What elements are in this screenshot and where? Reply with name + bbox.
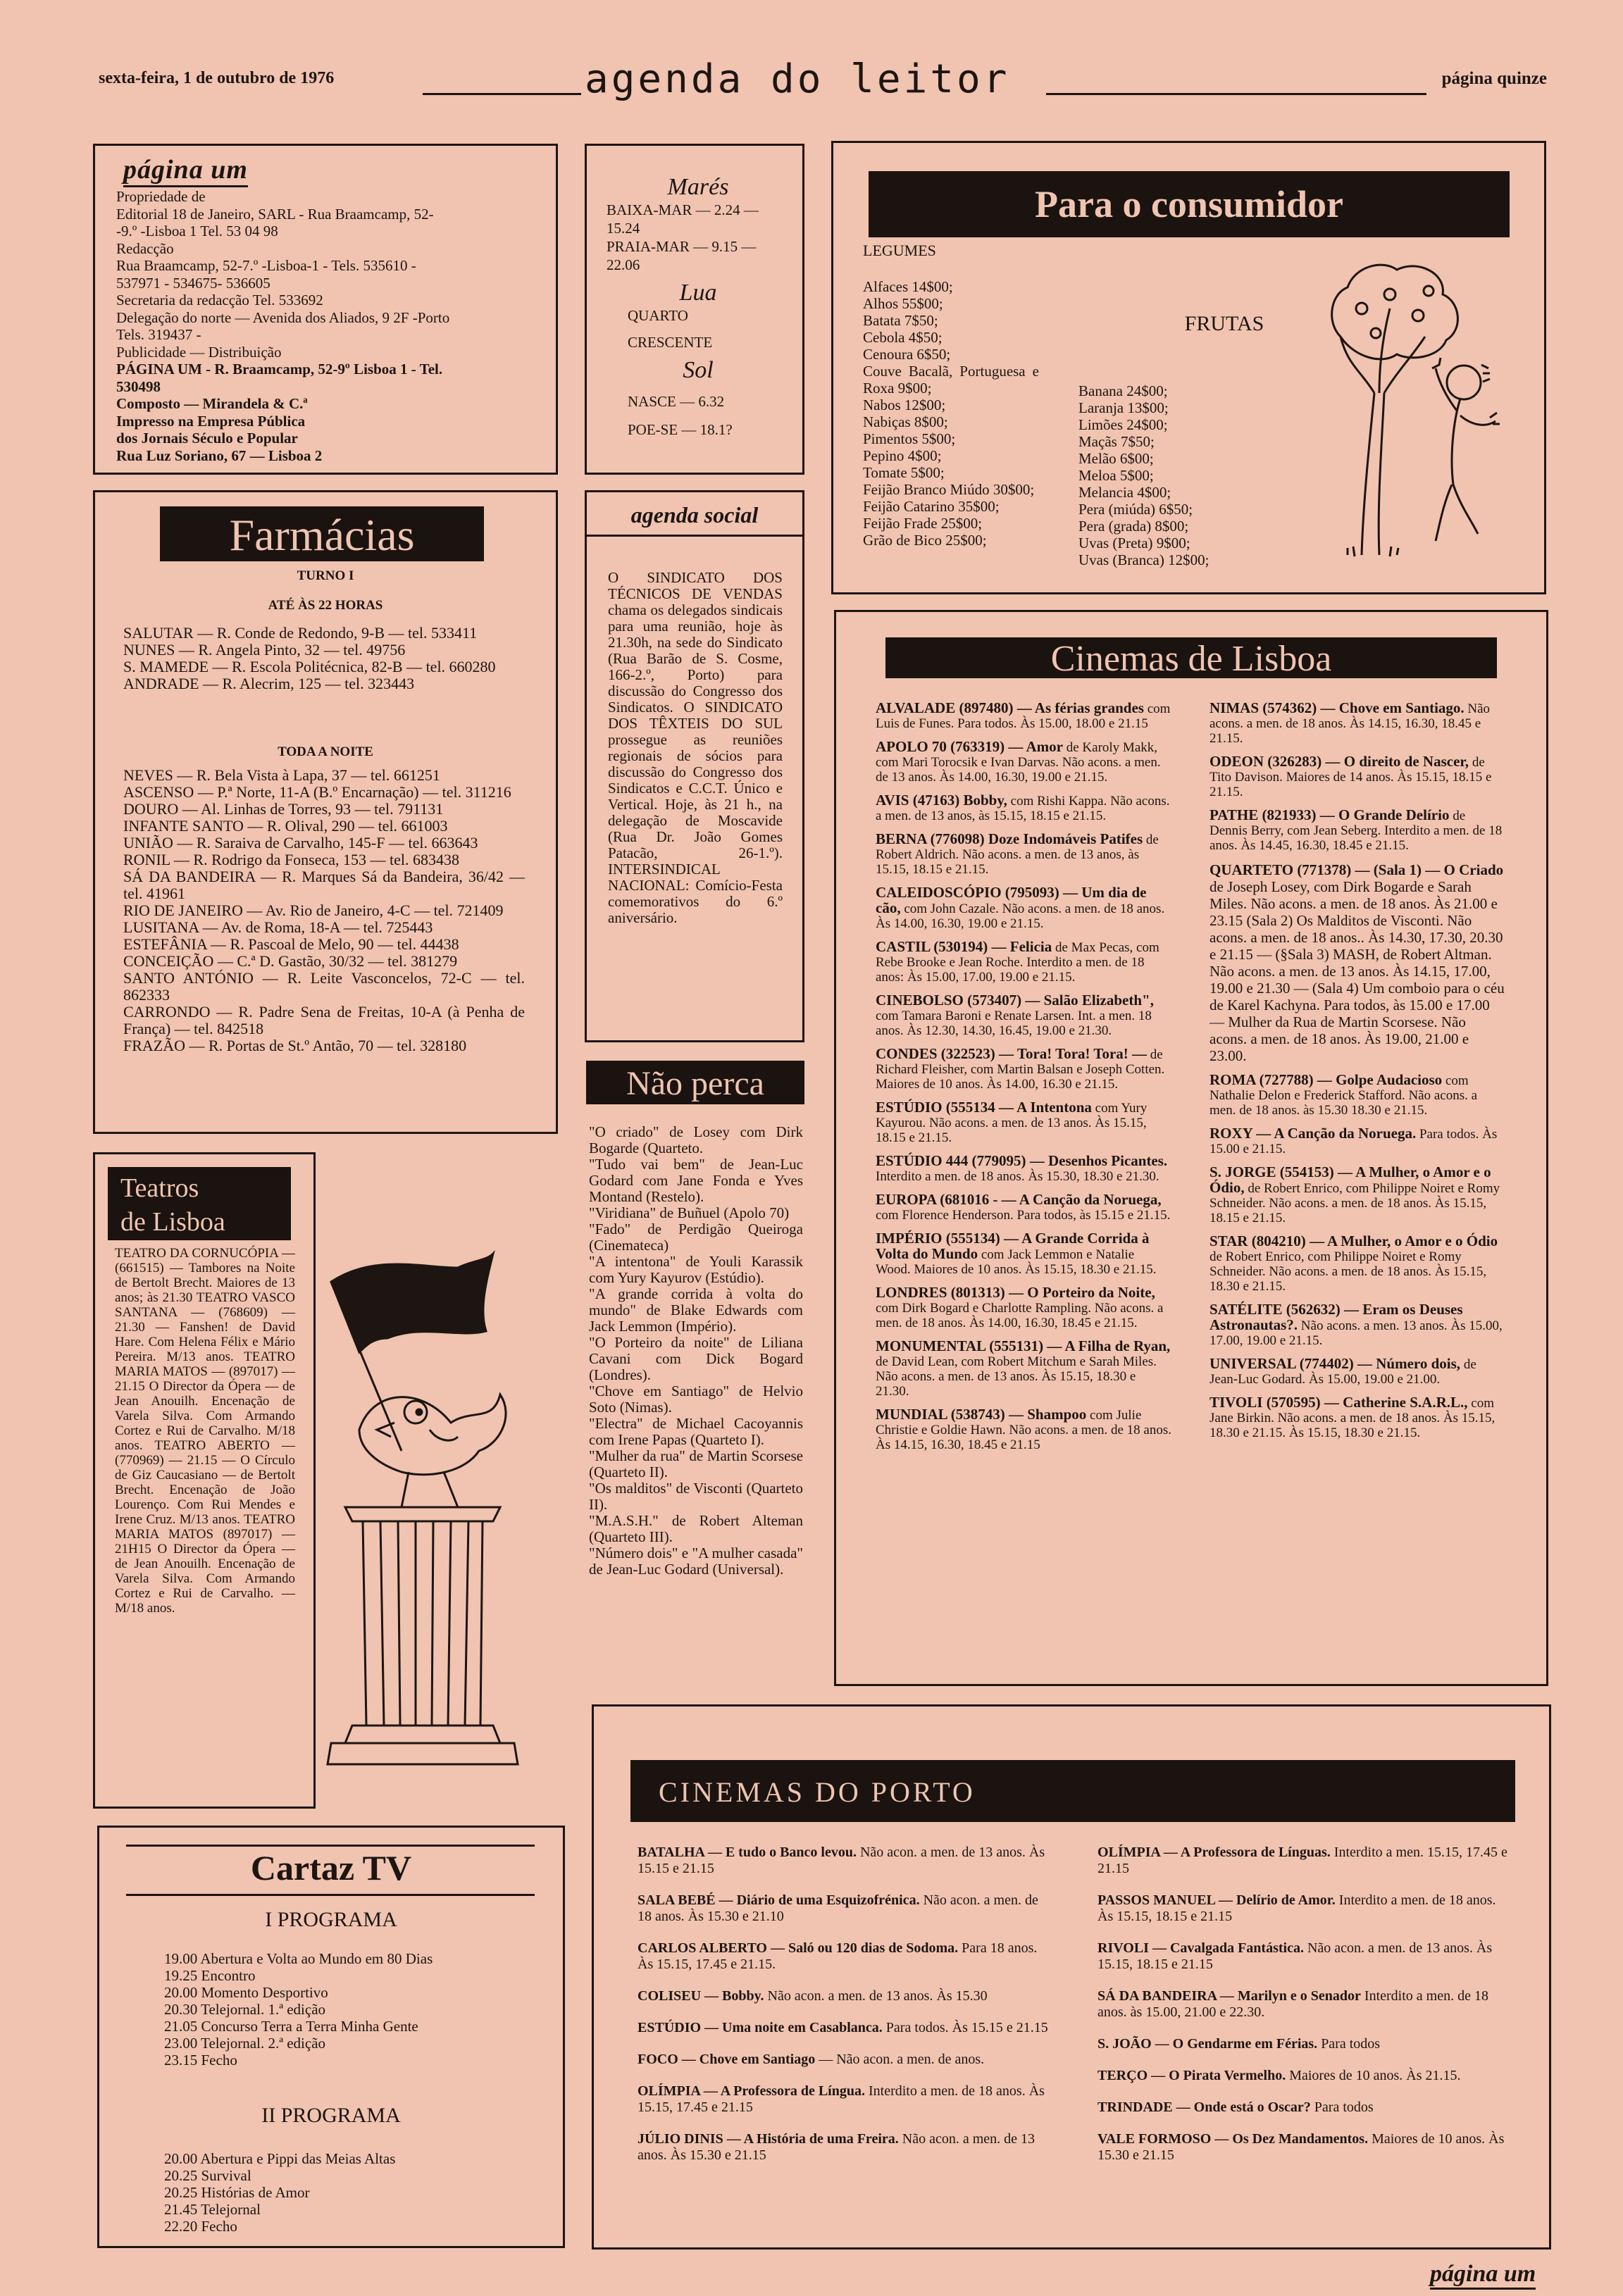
cinema-details: com Julie Christie e Goldie Hawn. Não acons. a men. de 18 anos. Às 14.15, 16.30, 18.45 e 21.15 xyxy=(876,1408,1172,1452)
cinema-head: S. JORGE (554153) — A Mulher, o Amor e o Ódio, xyxy=(1210,1163,1491,1196)
sun-line: NASCE — 6.32 xyxy=(628,393,725,410)
cinema-entry xyxy=(876,740,1171,785)
pharmacy-entry: RIO DE JANEIRO — Av. Rio de Janeiro, 4-C — tel. 721409 xyxy=(123,901,504,919)
theatres-title-line: Teatros xyxy=(120,1173,199,1203)
pharmacy-entry: ANDRADE — R. Alecrim, 125 — tel. 323443 xyxy=(123,675,415,692)
cinema-entry xyxy=(1097,1892,1513,1925)
cinema-details: Interdito a men. de 18 anos. Às 15.15, 18.15 e 21.15 xyxy=(1097,1892,1496,1924)
tv-item: 19.00 Abertura e Volta ao Mundo em 80 Dias xyxy=(164,1950,433,1967)
price-item: Uvas (Preta) 9$00; xyxy=(1078,535,1190,551)
masthead-line: Rua Braamcamp, 52-7.º -Lisboa-1 - Tels. 535610 - xyxy=(116,257,416,274)
tv-rule-top xyxy=(126,1845,535,1847)
cinema-head: CINEBOLSO (573407) — Salão Elizabeth", xyxy=(876,992,1154,1009)
cinema-details: com Yury Kayurou. Não acons. a men. de 13 anos. Às 15.15, 18.15 e 21.15. xyxy=(876,1101,1148,1145)
price-item: Couve Bacalã, Portuguesa e Roxa 9$00; xyxy=(863,363,1039,397)
pharmacy-entry: ASCENSO — P.ª Norte, 11-A (B.º Encarnação) — tel. 311216 xyxy=(123,783,511,801)
cinema-head: JÚLIO DINIS — A História de uma Freira. xyxy=(638,2131,899,2147)
theatres-box xyxy=(93,1152,316,1809)
header-page-number: página quinze xyxy=(1441,69,1547,88)
cinema-details: com Rishi Kappa. Não acons. a men. de 13 anos, às 15.15, 18.15 e 21.15. xyxy=(876,794,1170,823)
pharmacy-entry: SALUTAR — R. Conde de Redondo, 9-B — tel. 533411 xyxy=(123,624,478,642)
cinema-head: PASSOS MANUEL — Delírio de Amor. xyxy=(1097,1892,1336,1908)
cinema-details: Para todos. Às 15.15 e 21.15 xyxy=(885,2020,1048,2035)
cinema-head: TIVOLI (570595) — Catherine S.A.R.L., xyxy=(1210,1394,1468,1411)
pharmacy-entry: INFANTE SANTO — R. Olival, 290 — tel. 661003 xyxy=(123,817,448,835)
cinema-head: NIMAS (574362) — Chove em Santiago. xyxy=(1210,699,1465,716)
price-item: Laranja 13$00; xyxy=(1078,399,1169,416)
cinema-details: com Jane Birkin. Não acons. a men. de 18 anos. Às 15.15, 18.30 e 21.15. Às 15.15, 18.30 e 21.15. xyxy=(1210,1396,1495,1440)
price-item: Feijão Branco Miúdo 30$00; xyxy=(863,481,1035,498)
masthead-line: Impresso na Empresa Pública xyxy=(116,412,306,430)
legumes-title: LEGUMES xyxy=(863,242,936,259)
cinema-details: com Jack Lemmon e Natalie Wood. Maiores de 10 anos. Às 15.15, 18.30 e 21.15. xyxy=(876,1247,1157,1277)
sun-title: Sol xyxy=(683,357,714,383)
cinema-entry xyxy=(1097,1940,1513,1973)
dont-miss-item: "Viridiana" de Buñuel (Apolo 70) xyxy=(589,1204,790,1221)
tv-item: 21.45 Telejornal xyxy=(164,2201,261,2218)
cinema-entry xyxy=(876,1339,1171,1399)
dont-miss-title: Não perca xyxy=(586,1061,804,1104)
cinema-entry xyxy=(876,1285,1171,1330)
cinema-details: com Nathalie Delon e Frederick Stafford. Não acons. a men. de 18 anos. às 15.30 18.30 e 21.15. xyxy=(1210,1073,1478,1118)
cinema-head: MONUMENTAL (555131) — A Filha de Ryan, xyxy=(876,1337,1171,1354)
cinema-entry xyxy=(1210,1356,1505,1387)
cinema-head: RIVOLI — Cavalgada Fantástica. xyxy=(1097,1940,1304,1956)
cinema-head: ROMA (727788) — Golpe Audacioso xyxy=(1210,1071,1443,1088)
cinema-details: de Tito Davison. Maiores de 14 anos. Às 15.15, 18.15 e 21.15. xyxy=(1210,755,1492,799)
cinema-head: ROXY — A Canção da Noruega. xyxy=(1210,1125,1417,1142)
cinema-entry xyxy=(876,1154,1171,1184)
header-title: agenda do leitor xyxy=(585,56,1010,102)
price-item: Pepino 4$00; xyxy=(863,447,942,464)
price-item: Grão de Bico 25$00; xyxy=(863,532,987,549)
cinema-details: de David Lean, com Robert Mitchum e Sarah Miles. Não acons. a men. de 13 anos. Às 15.15, 18.30 e 21.30. xyxy=(876,1354,1157,1399)
pharmacy-entry: SANTO ANTÓNIO — R. Leite Vasconcelos, 72-C — tel. 862333 xyxy=(123,969,525,1004)
cinema-details: Maiores de 10 anos. Às 21.15. xyxy=(1289,2068,1461,2083)
cinema-head: CASTIL (530194) — Felicia xyxy=(876,938,1052,955)
porto-cinemas-column-1 xyxy=(638,1845,1053,2179)
lisbon-cinemas-box xyxy=(834,610,1548,1686)
cinema-entry xyxy=(876,1100,1171,1145)
consumer-box xyxy=(831,141,1546,594)
cinema-entry xyxy=(876,1192,1171,1223)
tv-item: 20.25 Histórias de Amor xyxy=(164,2184,310,2201)
cinema-details: com Florence Henderson. Para todos, às 15.15 e 21.15. xyxy=(876,1208,1171,1223)
cinema-entry xyxy=(1097,2100,1513,2116)
tides-line: 15.24 xyxy=(607,220,640,237)
agenda-social-rule xyxy=(587,535,802,537)
cinema-entry xyxy=(1210,1073,1505,1118)
moon-title: Lua xyxy=(679,280,717,306)
price-item: Feijão Catarino 35$00; xyxy=(863,498,1000,515)
cinema-details: Interdito a men. 15.15, 17.45 e 21.15 xyxy=(1097,1845,1507,1876)
cinema-details: Não acon. a men. de 13 anos. Às 15.15 e 21.15 xyxy=(638,1845,1045,1876)
dont-miss-item: "Os malditos" de Visconti (Quarteto II). xyxy=(589,1480,803,1513)
porto-cinemas-column-2 xyxy=(1097,1845,1513,2179)
tv-item: 20.00 Abertura e Pippi das Meias Altas xyxy=(164,2150,396,2167)
header-date: sexta-feira, 1 de outubro de 1976 xyxy=(99,69,335,87)
cinema-details: Interdito a men. de 18 anos. Às 15.30, 18.30 e 21.30. xyxy=(876,1169,1159,1184)
dont-miss-item: "Tudo vai bem" de Jean-Luc Godard com Jane Fonda e Yves Montand (Restelo). xyxy=(589,1156,803,1205)
cinema-details: Para todos xyxy=(1314,2100,1374,2115)
cinema-head: SÁ DA BANDEIRA — Marilyn e o Senador xyxy=(1097,1988,1361,2004)
pharmacy-entry: S. MAMEDE — R. Escola Politécnica, 82-B — tel. 660280 xyxy=(123,658,496,675)
cinema-entry xyxy=(876,1047,1171,1092)
cinema-details: com Dirk Bogard e Charlotte Rampling. Não acons. a men. de 18 anos. Às 14.00, 16.30, 18.45 e 21.15. xyxy=(876,1301,1164,1330)
pharmacies-box xyxy=(93,490,558,1134)
moon-line: QUARTO xyxy=(628,307,688,324)
cinema-head: CALEIDOSCÓPIO (795093) — Um dia de cão, xyxy=(876,884,1147,916)
frutas-list xyxy=(1078,382,1283,568)
cinema-entry xyxy=(876,993,1171,1038)
masthead-line: Delegação do norte — Avenida dos Aliados, 9 2F -Porto xyxy=(116,308,450,326)
cinema-head: ESTÚDIO — Uma noite em Casablanca. xyxy=(638,2020,883,2035)
tv-item: 23.15 Fecho xyxy=(164,2052,237,2069)
cinema-head: OLÍMPIA — A Professora de Línguas. xyxy=(1097,1845,1331,1860)
theatres-title xyxy=(108,1167,291,1240)
cinema-entry xyxy=(1097,2068,1513,2084)
theatres-text: TEATRO DA CORNUCÓPIA — (661515) — Tambores na Noite de Bertolt Brecht. Maiores de 13 anos; às 21.30 TEATRO VASCO SANTANA — (768609) — 21.30 — Fanshen! de David Hare. Com Helena Félix e Mário Pereira. M/13 anos. TEATRO MARIA MATOS — (897017) — 21.15 O Director da Ópera — de Jean Anouilh. Encenação de Varela Silva. Com Armando Cortez e Rui de Carvalho. M/18 anos. TEATRO ABERTO — (770969) — 21.15 — O Círculo de Giz Caucasiano — de Bertolt Brecht. Encenação de João Lourenço. Com Rui Mendes e Irene Cruz. M/13 anos. TEATRO MARIA MATOS (897017) — 21H15 O Director da Ópera — de Jean Anouilh. Encenação de Varela Silva. Com Armando Cortez e Rui de Carvalho. — M/18 anos. xyxy=(115,1246,295,1616)
dont-miss-item: "Mulher da rua" de Martin Scorsese (Quarteto II). xyxy=(589,1447,803,1480)
cinema-entry xyxy=(638,1892,1053,1925)
cinema-head: QUARTETO (771378) — (Sala 1) — O Criado xyxy=(1210,861,1504,878)
cinema-entry xyxy=(638,1940,1053,1973)
price-item: Cenoura 6$50; xyxy=(863,346,951,363)
tides-title: Marés xyxy=(667,174,729,200)
tv-title: Cartaz TV xyxy=(250,1848,412,1888)
cinema-head: APOLO 70 (763319) — Amor xyxy=(876,738,1063,755)
cinema-head: CONDES (322523) — Tora! Tora! Tora! — xyxy=(876,1045,1148,1062)
pharmacy-entry: ESTEFÂNIA — R. Pascoal de Melo, 90 — tel. 44438 xyxy=(123,935,459,953)
cinema-entry xyxy=(1097,1988,1513,2021)
sun-line: POE-SE — 18.1? xyxy=(628,421,733,438)
masthead-line: Publicidade — Distribuição xyxy=(116,343,282,361)
cinema-head: CARLOS ALBERTO — Saló ou 120 dias de Sodoma. xyxy=(638,1940,959,1956)
agenda-social-box xyxy=(585,490,804,1042)
theatres-title-line: de Lisboa xyxy=(120,1207,225,1237)
masthead-line: Editorial 18 de Janeiro, SARL - Rua Braamcamp, 52- xyxy=(116,205,434,223)
masthead-line: -9.º -Lisboa 1 Tel. 53 04 98 xyxy=(116,223,278,239)
masthead-text xyxy=(116,188,511,464)
frutas-title: FRUTAS xyxy=(1184,312,1264,335)
cinema-entry xyxy=(1210,754,1505,799)
cinema-entry xyxy=(1097,2036,1513,2052)
cinema-entry xyxy=(1210,1302,1505,1348)
price-item: Pera (grada) 8$00; xyxy=(1078,518,1189,535)
cinema-entry xyxy=(638,2020,1053,2036)
cinema-head: STAR (804210) — A Mulher, o Amor e o Ódio xyxy=(1210,1233,1498,1249)
cinema-details: Interdito a men. de 18 anos. Às 15.15, 17.45 e 21.15 xyxy=(638,2083,1045,2115)
cinema-head: ESTÚDIO (555134 — A Intentona xyxy=(876,1099,1092,1116)
price-item: Nabos 12$00; xyxy=(863,397,946,413)
cinema-head: ODEON (326283) — O direito de Nascer, xyxy=(1210,753,1469,770)
porto-cinemas-title: CINEMAS DO PORTO xyxy=(630,1760,1515,1822)
tv-item: 20.30 Telejornal. 1.ª edição xyxy=(164,2001,326,2018)
price-item: Maçãs 7$50; xyxy=(1078,433,1155,450)
price-item: Uvas (Branca) 12$00; xyxy=(1078,551,1210,568)
masthead-line: Secretaria da redacção Tel. 533692 xyxy=(116,292,323,308)
cinema-details: Interdito a men. de 18 anos. às 15.00, 21.00 e 22.30. xyxy=(1097,1988,1488,2020)
dont-miss-item: "Número dois" e "A mulher casada" de Jean-Luc Godard (Universal). xyxy=(589,1545,803,1578)
cinema-details: com Luis de Funes. Para todos. Às 15.00, 18.00 e 21.15 xyxy=(876,701,1171,731)
cinema-head: SATÉLITE (562632) — Eram os Deuses Astronautas?. xyxy=(1210,1301,1463,1333)
dont-miss-item: "O Porteiro da noite" de Liliana Cavani com Dick Bogard (Londres). xyxy=(589,1334,803,1383)
cinema-entry xyxy=(1097,2131,1513,2164)
cinema-entry xyxy=(638,1988,1053,2004)
cinema-entry xyxy=(876,885,1171,931)
masthead-line: 537971 - 534675- 536605 xyxy=(116,274,270,292)
cinema-details: Não acon. a men. de 13 anos. Às 15.15, 18.15 e 21.15 xyxy=(1097,1940,1493,1972)
tv-program-1-title: I PROGRAMA xyxy=(265,1908,397,1931)
cinema-details: Não acon. a men. de 13 anos. Às 15.30 xyxy=(767,1988,988,2004)
cinema-details: de Karoly Makk, com Mari Torocsik e Ivan Darvas. Não acons. a men. de 13 anos. Às 14.00, 16.30, 19.00 e 21.15. xyxy=(876,740,1161,785)
cinema-details: Maiores de 10 anos. Às 15.30 e 21.15 xyxy=(1097,2131,1505,2163)
cinema-head: ESTÚDIO 444 (779095) — Desenhos Picantes. xyxy=(876,1152,1168,1169)
cinema-head: TRINDADE — Onde está o Oscar? xyxy=(1097,2100,1311,2115)
cinema-details: de Joseph Losey, com Dirk Bogarde e Sarah Miles. Não acons. a men. de 18 anos. Às 21.00 e 23.15 (Sala 2) Os Malditos de Visconti. Não acons. a men. de 18 anos.. Às 14.30, 17.30, 20.30 e 21.15 — (§Sala 3) MASH, de Robert Altman. Não acons. a men. de 13 anos. Às 14.15, 17.00, 19.00 e 21.30 — (Sala 4) Um comboio para o céu de Karel Kachyna. Para todos, às 15.00 e 17.00 — Mulher da Rua de Martin Scorsese. Não acons. a men. de 18 anos. Às 19.00, 21.00 e 23.00. xyxy=(1210,878,1505,1064)
pharmacies-night: TODA A NOITE xyxy=(278,744,373,759)
flag-bird-column-illustration xyxy=(317,1240,556,1775)
masthead-line: PÁGINA UM - R. Braamcamp, 52-9º Lisboa 1 - Tel. xyxy=(116,361,443,378)
cinema-entry xyxy=(1210,861,1505,1064)
cinema-head: TERÇO — O Pirata Vermelho. xyxy=(1097,2068,1286,2083)
cinema-entry xyxy=(638,2052,1053,2068)
pharmacies-hours: ATÉ ÀS 22 HORAS xyxy=(268,598,383,613)
dont-miss-item: "A grande corrida à volta do mundo" de Blake Edwards com Jack Lemmon (Império). xyxy=(589,1285,803,1335)
cinema-head: EUROPA (681016 - — A Canção da Noruega, xyxy=(876,1191,1162,1208)
moon-line: CRESCENTE xyxy=(628,334,713,351)
tv-item: 22.20 Fecho xyxy=(164,2218,237,2235)
pharmacies-shift: TURNO I xyxy=(297,568,354,583)
cinema-entry xyxy=(638,2083,1053,2116)
porto-cinemas-box xyxy=(592,1704,1551,2250)
dont-miss-item: "O criado" de Losey com Dirk Bogarde (Quarteto. xyxy=(589,1123,803,1156)
cinema-entry xyxy=(876,1231,1171,1277)
price-item: Melancia 4$00; xyxy=(1078,484,1171,501)
cinema-entry xyxy=(1210,1126,1505,1156)
tides-line: PRAIA-MAR — 9.15 — xyxy=(607,238,757,255)
cinema-entry xyxy=(876,701,1171,731)
pharmacy-entry: NUNES — R. Angela Pinto, 32 — tel. 49756 xyxy=(123,641,406,659)
cinema-head: IMPÉRIO (555134) — A Grande Corrida à Volta do Mundo xyxy=(876,1230,1150,1262)
cinema-details: de Dennis Berry, com Jean Seberg. Interdito a men. de 18 anos. Às 14.45, 16.30, 18.45 e 21.15. xyxy=(1210,809,1503,853)
cinema-details: Não acons. a men. 13 anos. Às 15.00, 17.00, 19.00 e 21.15. xyxy=(1210,1318,1503,1348)
cinema-details: com Tamara Baroni e Renate Larsen. Int. a men. 18 anos. Às 12.30, 14.30, 16.45, 19.00 e 21.30. xyxy=(876,1009,1152,1038)
masthead-line: dos Jornais Século e Popular xyxy=(116,430,298,447)
price-item: Feijão Frade 25$00; xyxy=(863,515,983,532)
cinema-head: UNIVERSAL (774402) — Número dois, xyxy=(1210,1355,1461,1372)
pharmacy-entry: RONIL — R. Rodrigo da Fonseca, 153 — tel. 683438 xyxy=(123,851,460,868)
footer-logo: página um xyxy=(1430,2261,1536,2290)
cinema-head: ALVALADE (897480) — As férias grandes xyxy=(876,699,1144,716)
agenda-social-text: O SINDICATO DOS TÉCNICOS DE VENDAS chama os delegados sindicais para uma reunião, hoje às 21.30h, na sede do Sindicato (Rua Barão de S. Cosme, 166-2.º, Porto) para discussão do Congresso dos Sindicatos. O SINDICATO DOS TÊXTEIS DO SUL prossegue as reuniões regionais de sócios para discussão do Congresso dos Sindicatos e C.C.T. Único e Vertical. Hoje, às 21 h., na delegação de Moscavide (Rua Dr. João Gomes Patacão, 26-1.º). INTERSINDICAL NACIONAL: Comício-Festa comemorativos do 6.º aniversário. xyxy=(608,569,783,926)
cinema-head: BERNA (776098) Doze Indomáveis Patifes xyxy=(876,830,1143,847)
dont-miss-item: "Fado" de Perdigão Queiroga (Cinemateca) xyxy=(589,1221,803,1254)
cinema-details: de Robert Enrico, com Philippe Noiret e Romy Schneider. Não acons. a men. de 18 anos. Às 15.15, 18.30 e 21.15. xyxy=(1210,1249,1487,1294)
cinema-entry xyxy=(638,1845,1053,1877)
cinema-entry xyxy=(876,940,1171,985)
cinema-details: Não acon. a men. de 18 anos. Às 15.30 e 21.10 xyxy=(638,1892,1038,1924)
cinema-head: S. JOÃO — O Gendarme em Férias. xyxy=(1097,2036,1318,2052)
legumes-list xyxy=(863,278,1039,549)
tv-item: 21.05 Concurso Terra a Terra Minha Gente xyxy=(164,2018,418,2035)
pharmacy-entry: LUSITANA — Av. de Roma, 18-A — tel. 725443 xyxy=(123,918,433,936)
cinema-head: COLISEU — Bobby. xyxy=(638,1988,764,2004)
cinema-details: Não acon. a men. de 13 anos. Às 15.30 e 21.15 xyxy=(638,2131,1036,2163)
price-item: Nabiças 8$00; xyxy=(863,413,948,430)
price-item: Banana 24$00; xyxy=(1078,382,1168,399)
pharmacy-entry: DOURO — Al. Linhas de Torres, 93 — tel. 791131 xyxy=(123,800,444,818)
cinema-head: LONDRES (801313) — O Porteiro da Noite, xyxy=(876,1284,1155,1301)
pharmacy-entry: CARRONDO — R. Padre Sena de Freitas, 10-A (à Penha de França) — tel. 842518 xyxy=(123,1003,525,1037)
pharmacy-entry: SÁ DA BANDEIRA — R. Marques Sá da Bandeira, 36/42 — tel. 41961 xyxy=(123,868,525,902)
cinema-entry xyxy=(876,793,1171,823)
lisbon-cinemas-title: Cinemas de Lisboa xyxy=(885,637,1497,678)
price-item: Pera (miúda) 6$50; xyxy=(1078,501,1193,518)
cinema-entry xyxy=(1210,808,1505,853)
consumer-title: Para o consumidor xyxy=(869,171,1510,237)
pharmacy-entry: UNIÃO — R. Saraiva de Carvalho, 145-F — tel. 663643 xyxy=(123,834,478,851)
tides-line: 22.06 xyxy=(607,256,640,273)
lisbon-cinemas-column-1 xyxy=(876,701,1171,1461)
price-item: Melão 6$00; xyxy=(1078,450,1154,467)
cinema-details: de Robert Aldrich. Não acons. a men. de 13 anos, às 15.15, 18.15 e 21.15. xyxy=(876,832,1159,877)
lisbon-cinemas-column-2 xyxy=(1210,701,1505,1449)
cinema-head: BATALHA — E tudo o Banco levou. xyxy=(638,1845,857,1860)
dont-miss-item: "A intentona" de Youli Karassik com Yury Kayurov (Estúdio). xyxy=(589,1253,803,1286)
publication-logo: página um xyxy=(123,154,248,187)
cinema-details: Não acons. a men. de 18 anos. Às 14.15, 16.30, 18.45 e 21.15. xyxy=(1210,701,1491,746)
cinema-details: com John Cazale. Não acons. a men. de 18 anos. Às 14.00, 16.30, 19.00 e 21.15. xyxy=(876,901,1165,931)
cinema-details: Para todos. Às 15.00 e 21.15. xyxy=(1210,1127,1498,1156)
cinema-details: de Robert Enrico, com Philippe Noiret e Romy Schneider. Não acons. a men. de 18 anos. Às 15.15, 18.15 e 21.15. xyxy=(1210,1181,1500,1225)
cinema-entry xyxy=(1210,1234,1505,1294)
cinema-details: — Não acon. a men. de anos. xyxy=(819,2052,985,2067)
pharmacies-title: Farmácias xyxy=(160,506,484,561)
header-rule-right xyxy=(1046,93,1426,95)
tv-program-1-list xyxy=(164,1950,545,2069)
fruit-tree-illustration xyxy=(1319,252,1510,562)
masthead-line: Propriedade de xyxy=(116,188,206,205)
pharmacies-list-night xyxy=(123,767,525,1054)
dont-miss-item: "Chove em Santiago" de Helvio Soto (Nimas). xyxy=(589,1383,803,1416)
cinema-head: FOCO — Chove em Santiago xyxy=(638,2052,816,2067)
tv-item: 23.00 Telejornal. 2.ª edição xyxy=(164,2035,326,2052)
price-item: Cebola 4$50; xyxy=(863,329,943,346)
agenda-social-title: agenda social xyxy=(630,502,759,528)
masthead-line: Redacção xyxy=(116,239,174,257)
dont-miss-item: "M.A.S.H." de Robert Alteman (Quarteto III). xyxy=(589,1512,803,1545)
cinema-entry xyxy=(638,2131,1053,2164)
tv-rule-bottom xyxy=(126,1894,535,1896)
tides-line: BAIXA-MAR — 2.24 — xyxy=(607,201,759,218)
cinema-head: MUNDIAL (538743) — Shampoo xyxy=(876,1406,1087,1423)
pharmacy-entry: CONCEIÇÃO — C.ª D. Gastão, 30/32 — tel. 381279 xyxy=(123,952,458,970)
tv-program-2-list xyxy=(164,2150,545,2235)
cinema-entry xyxy=(1210,1395,1505,1440)
masthead-box xyxy=(93,144,558,475)
tv-item: 20.25 Survival xyxy=(164,2167,251,2184)
cinema-entry xyxy=(1097,1845,1513,1877)
price-item: Tomate 5$00; xyxy=(863,464,945,481)
price-item: Alfaces 14$00; xyxy=(863,278,953,295)
pharmacy-entry: NEVES — R. Bela Vista à Lapa, 37 — tel. 661251 xyxy=(123,766,440,784)
cinema-details: Para 18 anos. Às 15.15, 17.45 e 21.15. xyxy=(638,1940,1038,1972)
price-item: Limões 24$00; xyxy=(1078,416,1168,433)
cinema-head: SALA BEBÉ — Diário de uma Esquizofrénica. xyxy=(638,1892,920,1908)
cinema-entry xyxy=(1210,701,1505,746)
cinema-details: Para todos xyxy=(1321,2036,1381,2052)
dont-miss-item: "Electra" de Michael Cacoyannis com Irene Papas (Quarteto I). xyxy=(589,1415,803,1448)
price-item: Pimentos 5$00; xyxy=(863,430,956,447)
price-item: Meloa 5$00; xyxy=(1078,467,1154,484)
price-item: Batata 7$50; xyxy=(863,312,938,329)
cinema-head: VALE FORMOSO — Os Dez Mandamentos. xyxy=(1097,2131,1369,2147)
dont-miss-list xyxy=(589,1124,803,1578)
masthead-line: Composto — Mirandela & C.ª xyxy=(116,395,308,412)
tv-item: 19.25 Encontro xyxy=(164,1967,256,1984)
cinema-head: PATHE (821933) — O Grande Delírio xyxy=(1210,806,1450,823)
cinema-details: de Richard Fleisher, com Martin Balsan e Joseph Cotten. Maiores de 10 anos. Às 14.00, 16.30 e 21.15. xyxy=(876,1047,1165,1092)
masthead-line: Tels. 319437 - xyxy=(116,326,201,343)
tv-program-2-title: II PROGRAMA xyxy=(261,2104,401,2127)
price-item: Alhos 55$00; xyxy=(863,295,943,312)
tv-listings-box xyxy=(97,1826,565,2248)
pharmacies-list-day xyxy=(123,625,525,692)
cinema-head: AVIS (47163) Bobby, xyxy=(876,792,1007,809)
header-rule-left xyxy=(423,93,581,95)
cinema-entry xyxy=(876,832,1171,877)
pharmacy-entry: FRAZÃO — R. Portas de St.º Antão, 70 — tel. 328180 xyxy=(123,1037,467,1054)
masthead-line: 530498 xyxy=(116,378,161,395)
tv-item: 20.00 Momento Desportivo xyxy=(164,1984,328,2001)
cinema-entry xyxy=(1210,1165,1505,1225)
cinema-details: de Jean-Luc Godard. Às 15.00, 19.00 e 21.00. xyxy=(1210,1357,1476,1387)
cinema-head: OLÍMPIA — A Professora de Língua. xyxy=(638,2083,865,2099)
masthead-line: Rua Luz Soriano, 67 — Lisboa 2 xyxy=(116,447,323,464)
cinema-details: de Max Pecas, com Rebe Brooke e Jean Roche. Interdito a men. de 18 anos: Às 15.00, 17.00, 19.00 e 21.15. xyxy=(876,940,1159,985)
tides-box xyxy=(585,144,804,475)
cinema-entry xyxy=(876,1407,1171,1452)
